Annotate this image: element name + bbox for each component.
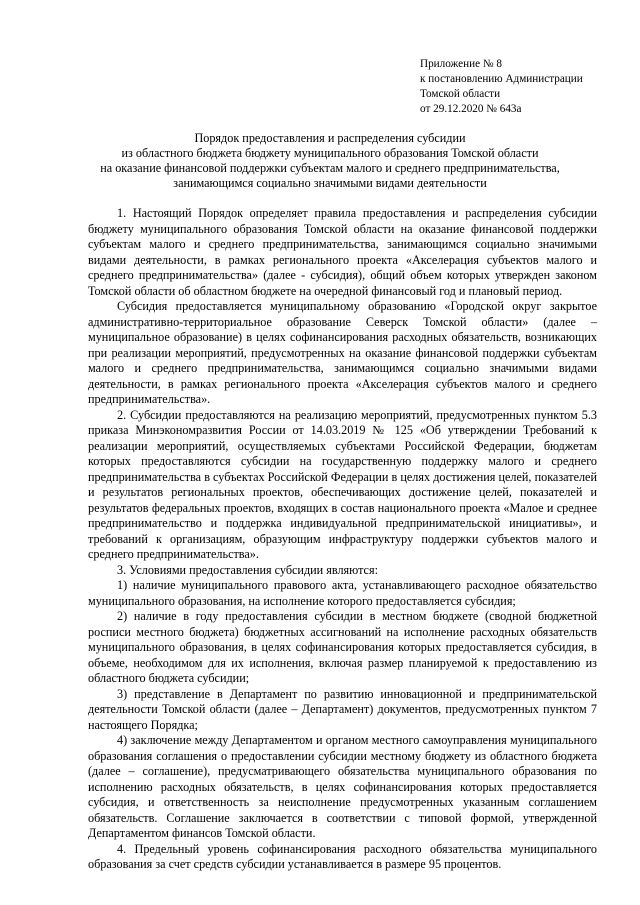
title-line-4: занимающимся социально значимыми видами деятельности [173, 176, 487, 190]
paragraph-8: 4) заключение между Департаментом и органом местного самоуправления муниципального образования соглашения о предоставлении субсидии местному бюджету из областного бюджета (далее – соглашение), предусматривающего обязательства муниципального образования по исполнению расходных обязательств, в целях софинансирования которых предоставляется субсидия, и ответственность за неисполнение предусмотренных указанным соглашением обязательств. Соглашение заключается в соответствии с типовой формой, утвержденной Департаментом финансов Томской области. [88, 733, 597, 840]
paragraph-7: 3) представление в Департамент по развитию инновационной и предпринимательской деятельности Томской области (далее – Департамент) документов, предусмотренных пунктом 7 настоящего Порядка; [88, 686, 597, 732]
paragraph-4: 3. Условиями предоставления субсидии являются: [117, 562, 378, 577]
document-title [60, 131, 600, 191]
appendix-reference: к постановлению Администрации [420, 73, 583, 85]
appendix-date: от 29.12.2020 № 643а [420, 103, 522, 115]
paragraph-9: 4. Предельный уровень софинансирования расходного обязательства муниципального образования за счет средств субсидии устанавливается в размере 95 процентов. [88, 841, 597, 871]
paragraph-3: 2. Субсидии предоставляются на реализацию мероприятий, предусмотренных пунктом 5.3 приказа Минэкономразвития России от 14.03.2019 № 125 «Об утверждении Требований к реализации мероприятий, осуществляемых субъектами Российской Федерации, бюджетам которых предоставляются субсидии на государственную поддержку малого и среднего предпринимательства в субъектах Российской Федерации в целях достижения целей, показателей и результатов региональных проектов, обеспечивающих достижение целей, показателей и результатов федеральных проектов, входящих в состав национального проекта «Малое и среднее предпринимательство и поддержка индивидуальной предпринимательской инициативы», и требований к организациям, образующим инфраструктуру поддержки субъектов малого и среднего предпринимательства». [88, 407, 597, 561]
title-line-1: Порядок предоставления и распределения субсидии [194, 131, 466, 145]
title-line-3: на оказание финансовой поддержки субъектам малого и среднего предпринимательства, [100, 161, 560, 175]
appendix-region: Томской области [420, 88, 501, 100]
paragraph-1: 1. Настоящий Порядок определяет правила предоставления и распределения субсидии бюджету муниципального образования Томской области на оказание финансовой поддержки субъектам малого и среднего предпринимательства, занимающимся социально значимыми видами деятельности, в рамках регионального проекта «Акселерация субъектов малого и среднего предпринимательства» (далее - субсидия), общий объем которых утвержден законом Томской области об областном бюджете на очередной финансовый год и плановый период. [88, 206, 597, 298]
appendix-number: Приложение № 8 [420, 58, 502, 70]
document-body [88, 206, 597, 873]
paragraph-2: Субсидия предоставляется муниципальному образованию «Городской округ закрытое административно-территориальное образование Северск Томской области» (далее – муниципальное образование) в целях софинансирования расходных обязательств, возникающих при реализации мероприятий, предусмотренных на оказание финансовой поддержки субъектам малого и среднего предпринимательства, занимающимся социально значимыми видами деятельности, в рамках регионального проекта «Акселерация субъектов малого и среднего предпринимательства». [88, 299, 597, 406]
title-line-2: из областного бюджета бюджету муниципального образования Томской области [121, 146, 539, 160]
paragraph-5: 1) наличие муниципального правового акта, устанавливающего расходное обязательство муниципального образования, на исполнение которого предоставляется субсидия; [88, 578, 597, 608]
paragraph-6: 2) наличие в году предоставления субсидии в местном бюджете (сводной бюджетной росписи местного бюджета) бюджетных ассигнований на исполнение расходных обязательств муниципального образования, в целях софинансирования которых предоставляется субсидия, в объеме, необходимом для их исполнения, включая размер планируемой к предоставлению из областного бюджета субсидии; [88, 609, 597, 685]
appendix-header [420, 57, 620, 117]
